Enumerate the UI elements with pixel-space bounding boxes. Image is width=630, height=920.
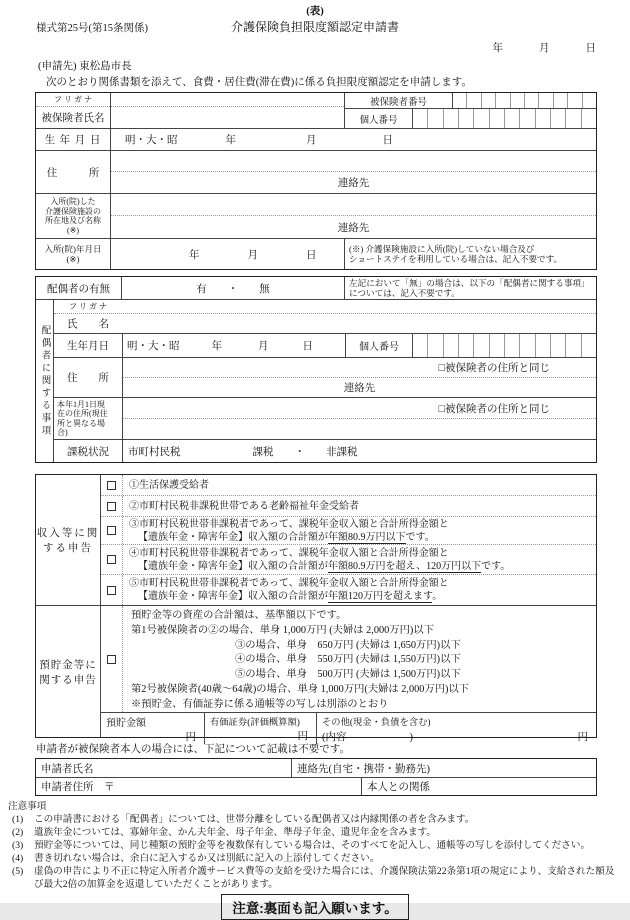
spouse-furigana-input[interactable] — [122, 300, 596, 313]
address-label: 住 所 — [46, 167, 100, 179]
deposit-amount-label: 預貯金額 — [106, 718, 146, 729]
insured-number-boxes — [452, 93, 596, 108]
spouse-tax-label: 課税状況 — [67, 446, 109, 458]
personal-number-label: 個人番号 — [359, 115, 398, 126]
checkbox-icon[interactable] — [107, 526, 116, 535]
income-item-text: ⑤市町村民税世帯非課税者であって、課税年金収入額と合計所得金額と — [129, 578, 449, 589]
income-checkbox-4[interactable] — [101, 545, 123, 574]
notes-heading: 注意事項 — [8, 801, 47, 812]
spouse-presence-label: 配偶者の有無 — [47, 283, 110, 295]
number-box[interactable] — [427, 109, 442, 128]
checkbox-icon[interactable] — [107, 481, 116, 490]
number-box[interactable] — [565, 334, 580, 357]
admission-date-input[interactable]: 年 月 日 — [110, 239, 344, 269]
number-box[interactable] — [535, 334, 550, 357]
spouse-tax-options[interactable]: 課税 ・ 非課税 — [252, 446, 358, 458]
spouse-era-options[interactable]: 明・大・昭 — [127, 341, 180, 352]
addressee-line: (申請先) 東松島市長 — [38, 61, 132, 72]
reverse-side-notice: 注意:裏面も記入願います。 — [221, 894, 408, 920]
deposit-line: 第1号被保険者の②の場合、単身 1,000万円 (夫婦は 2,000万円)以下 — [131, 624, 434, 636]
insured-name-input[interactable] — [111, 107, 344, 128]
month-label: 月 — [306, 135, 317, 146]
spouse-address-label: 住 所 — [67, 373, 109, 384]
number-box[interactable] — [473, 109, 488, 128]
number-box[interactable] — [582, 93, 596, 108]
insured-table: フ リ ガ ナ 被保険者氏名 被保険者番号 個人番号 生 年 月 日 明・大・昭 年 月 日 住 所 連絡先 入所(院)した 介護保険施設の 所在地及び名称 (※) 連絡先 入所(院)年月日 (※) 年 月 日 (※) 介護保険施設に入所(院)していない場合及び ショートステイを利用している場合は、記入不要です。 — [35, 92, 597, 270]
note-item: (3) 預貯金等については、同じ種類の預貯金等を複数保有している場合は、そのすべてを記入し、通帳等の写しを添付してください。 — [12, 840, 591, 851]
year-label: 年 — [225, 135, 236, 146]
number-box[interactable] — [504, 334, 519, 357]
address-input[interactable] — [111, 151, 596, 172]
spouse-jan1-same-address-checkbox[interactable]: □被保険者の住所と同じ — [123, 398, 596, 419]
deposit-line: 第2号被保険者(40歳〜64歳)の場合、単身 1,000万円(夫婦は 2,000万円)以下 — [131, 683, 470, 695]
day-label: 日 — [382, 135, 393, 146]
spouse-section-side-label: 配偶者に関する事項 — [39, 324, 50, 438]
number-box[interactable] — [413, 109, 427, 128]
number-box[interactable] — [538, 93, 552, 108]
applicant-address-label: 申請者住所 〒 — [41, 782, 115, 793]
page-side-label: (表) — [306, 6, 324, 17]
securities-label: 有価証券(評価概算額) — [210, 718, 300, 728]
income-item-text: ①生活保護受給者 — [129, 479, 209, 491]
spouse-tax-prefix: 市町村民税 — [128, 446, 181, 458]
applicant-name-label: 申請者氏名 — [41, 763, 94, 775]
note-item: (4) 書き切れない場合は、余白に記入するか又は別紙に記入の上添付してください。 — [12, 853, 380, 864]
other-assets-content-input[interactable]: (内容 ) — [322, 732, 413, 743]
note-item: (2) 遺族年金については、寡婦年金、かん夫年金、母子年金、準母子年金、遺児年金を含みます。 — [12, 827, 436, 838]
admission-date-label: 入所(院)年月日 — [44, 243, 102, 254]
deposit-line: ④の場合、単身 550万円 (夫婦は 1,550万円)以下 — [235, 654, 461, 666]
income-item-text: ②市町村民税非課税世帯である老齢福祉年金受給者 — [129, 500, 359, 512]
spouse-presence-note: 左記において「無」の場合は、以下の「配偶者に関する事項」 — [349, 277, 590, 288]
deposit-line: ③の場合、単身 650万円 (夫婦は 1,650万円)以下 — [235, 639, 461, 651]
spouse-table: 配偶者の有無 有 ・ 無 左記において「無」の場合は、以下の「配偶者に関する事項」 については、記入不要です。 配偶者に関する事項 フ リ ガ ナ 氏 名 生年月日 明・大・昭 年 月 日 個人番号 住 所 □被保険者の住所と同じ 連絡先 本年1月1日現 在の住所(現住 所と異なる場 合) □被保険者の住所と同じ 課税状況 市町村民税 課税 ・ 非課税 — [35, 276, 597, 463]
number-box[interactable] — [427, 334, 442, 357]
number-box[interactable] — [466, 93, 480, 108]
number-box[interactable] — [481, 93, 495, 108]
number-box[interactable] — [550, 109, 565, 128]
declaration-table: 収入等に関 する申告 ①生活保護受給者 ②市町村民税非課税世帯である老齢福祉年金受給者 ③市町村民税世帯非課税者であって、課税年金収入額と合計所得金額と 【遺族年金・障害年金】収入額の合計額が年額80.9万円以下です。 ④市町村民税世帯非課税者であって、課税年金収入額と合計所得金額と 【遺族年金・障害年金】収入額の合計額が年額80.9万円を超え、120万円以下です。 ⑤市町村民税世帯非課税者であって、課税年金収入額と合計所得金額と 【遺族年金・障害年金】収入額の合計額が年額120万円を超えます。 預貯金等に 関する申告 預貯金等の資産の合計額は、基準額以下です。 第1号被保険者の②の場合、単身 1,000万円 (夫婦は 2,000万円)以下 ③の場合、単身 650万円 (夫婦は 1,650万円)以下 ④の場合、単身 550万円 (夫婦は 1,550万円)以下 ⑤の場合、単身 500万円 (夫婦は 1,500万円)以下 第2号被保険者(40歳〜64歳)の場合、単身 1,000万円(夫婦は 2,000万円)以下 ※預貯金、有価証券に係る通帳等の写しは別添のとおり 預貯金額 円 有価証券(評価概算額) 円 その他(現金・負債を含む) (内容 ) 円 — [35, 474, 597, 738]
applicant-table — [35, 758, 597, 796]
spouse-name-input[interactable] — [122, 314, 596, 333]
number-box[interactable] — [504, 109, 519, 128]
number-box[interactable] — [489, 109, 504, 128]
checkbox-icon[interactable] — [107, 586, 116, 595]
spouse-contact-label: 連絡先 — [343, 383, 376, 394]
facility-label: 入所(院)した — [50, 197, 96, 206]
note-item: (1) この申請書における「配偶者」については、世帯分離をしている配偶者又は内縁関係の者を含みます。 — [12, 814, 475, 825]
spouse-furigana-label: フ リ ガ ナ — [69, 301, 107, 311]
number-box[interactable] — [510, 93, 524, 108]
era-options[interactable]: 明・大・昭 — [125, 135, 178, 146]
deposit-line: ※預貯金、有価証券に係る通帳等の写しは別添のとおり — [131, 698, 389, 710]
deposit-amount-input[interactable]: 円 — [185, 732, 196, 743]
deposit-section-label: 預貯金等に — [39, 659, 97, 671]
number-box[interactable] — [443, 334, 458, 357]
number-box[interactable] — [565, 109, 580, 128]
number-box[interactable] — [581, 334, 596, 357]
checkbox-icon[interactable] — [107, 655, 116, 664]
facility-input[interactable] — [111, 194, 596, 216]
number-box[interactable] — [489, 334, 504, 357]
number-box[interactable] — [443, 109, 458, 128]
date-year-label: 年 — [492, 43, 503, 54]
spouse-personal-number-label: 個人番号 — [345, 334, 412, 357]
note-item: (5) 虚偽の申告により不正に特定入所者介護サービス費等の支給を受けた場合には、介護保険法第22条第1項の規定により、支給された額及び最大2倍の加算金を返還していただくことがあります。 — [12, 866, 615, 890]
form-title: 介護保険負担限度額認定申請書 — [230, 20, 399, 34]
application-date-line — [0, 40, 630, 55]
deposit-line: 預貯金等の資産の合計額は、基準額以下です。 — [131, 610, 347, 621]
number-box[interactable] — [458, 334, 473, 357]
applicant-contact-label: 連絡先(自宅・携帯・勤務先) — [291, 759, 596, 777]
deposit-checkbox[interactable] — [101, 606, 123, 712]
date-day-label: 日 — [585, 43, 596, 54]
spouse-birthdate-label: 生年月日 — [67, 341, 109, 352]
applicant-note: 申請者が被保険者本人の場合には、下記について記載は不要です。 — [36, 744, 350, 755]
facility-contact-label: 連絡先 — [337, 222, 370, 234]
securities-input[interactable]: 円 — [297, 731, 308, 742]
admission-note: (※) 介護保険施設に入所(院)していない場合及び — [349, 243, 535, 254]
notes-section — [8, 800, 622, 891]
number-box[interactable] — [495, 93, 509, 108]
number-box[interactable] — [519, 334, 534, 357]
personal-number-boxes — [412, 109, 596, 128]
spouse-presence-options[interactable]: 有 ・ 無 — [121, 277, 344, 299]
spouse-name-label: 氏 名 — [67, 319, 109, 330]
number-box[interactable] — [413, 334, 427, 357]
checkbox-icon[interactable] — [107, 502, 116, 511]
furigana-label: フ リ ガ ナ — [36, 93, 110, 107]
deposit-line: ⑤の場合、単身 500万円 (夫婦は 1,500万円)以下 — [235, 669, 461, 681]
number-box[interactable] — [581, 109, 596, 128]
number-box[interactable] — [524, 93, 538, 108]
address-contact-label: 連絡先 — [337, 178, 370, 189]
number-box[interactable] — [550, 334, 565, 357]
number-box[interactable] — [567, 93, 581, 108]
spouse-same-address-checkbox[interactable]: □被保険者の住所と同じ — [123, 358, 596, 378]
number-box[interactable] — [473, 334, 488, 357]
number-box[interactable] — [453, 93, 466, 108]
number-box[interactable] — [519, 109, 534, 128]
other-assets-unit: 円 — [577, 732, 588, 743]
income-item-text: ④市町村民税世帯非課税者であって、課税年金収入額と合計所得金額と — [129, 547, 449, 559]
birthdate-label: 生 年 月 日 — [44, 135, 102, 146]
income-section-label: 収入等に関 — [36, 528, 100, 539]
spouse-jan1-address-input[interactable] — [123, 419, 596, 439]
income-checkbox-5[interactable] — [101, 575, 123, 605]
number-box[interactable] — [553, 93, 567, 108]
checkbox-icon[interactable] — [107, 555, 116, 564]
spouse-jan1-address-label: 本年1月1日現 — [57, 399, 105, 409]
other-assets-label: その他(現金・負債を含む) — [322, 718, 431, 728]
applicant-relation-label: 本人との関係 — [361, 778, 596, 795]
form-number: 様式第25号(第15条関係) — [36, 23, 148, 34]
income-checkbox-1[interactable] — [101, 475, 123, 495]
furigana-input[interactable] — [111, 93, 344, 107]
income-checkbox-2[interactable] — [101, 496, 123, 516]
declaration-line: 次のとおり関係書類を添えて、食費・居住費(滞在費)に係る負担限度額認定を申請します。 — [46, 77, 472, 88]
insured-number-label: 被保険者番号 — [369, 97, 427, 108]
spouse-personal-number-boxes — [412, 334, 596, 357]
insured-name-label: 被保険者氏名 — [41, 113, 105, 124]
income-checkbox-3[interactable] — [101, 517, 123, 544]
date-month-label: 月 — [539, 43, 550, 54]
income-item-text: ③市町村民税世帯非課税者であって、課税年金収入額と合計所得金額と — [129, 518, 449, 530]
number-box[interactable] — [458, 109, 473, 128]
number-box[interactable] — [535, 109, 550, 128]
